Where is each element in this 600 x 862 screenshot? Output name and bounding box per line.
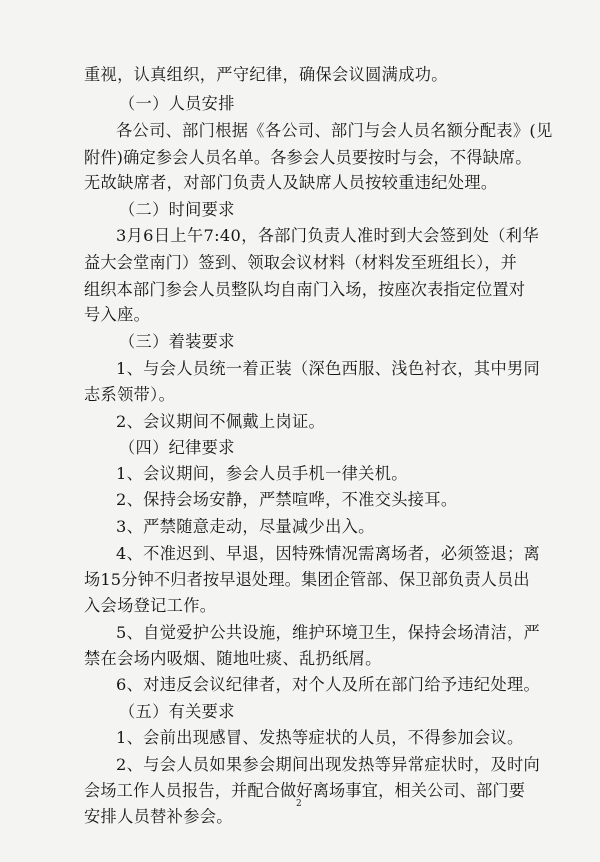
paragraph-line: 附件)确定参会人员名单。各参会人员要按时与会，不得缺席。 [84,148,532,167]
paragraph-line: 禁在会场内吸烟、随地吐痰、乱扔纸屑。 [84,649,382,668]
paragraph-line: 会场工作人员报告，并配合做好离场事宜，相关公司、部门要 [84,781,526,800]
paragraph-line: 重视，认真组织，严守纪律，确保会议圆满成功。 [84,65,448,84]
paragraph-line: 4、不准迟到、早退，因特殊情况需离场者，必须签退；离 [116,544,541,563]
section-heading-discipline: （四）纪律要求 [119,438,235,457]
paragraph-line: 2、会议期间不佩戴上岗证。 [116,412,326,431]
paragraph-line: 6、对违反会议纪律者，对个人及所在部门给予违纪处理。 [116,675,541,694]
paragraph-line: 2、与会人员如果参会期间出现发热等异常症状时，及时向 [116,755,541,774]
paragraph-line: 志系领带）。 [84,385,176,404]
paragraph-line: 组织本部门参会人员整队均自南门入场，按座次表指定位置对 [84,280,526,299]
paragraph-line: 入会场登记工作。 [84,596,217,615]
paragraph-line: 5、自觉爱护公共设施，维护环境卫生，保持会场清洁，严 [116,623,541,642]
paragraph-line: 各公司、部门根据《各公司、部门与会人员名额分配表》(见 [116,121,553,140]
paragraph-line: 3、严禁随意走动，尽量减少出入。 [116,517,375,536]
section-heading-other: （五）有关要求 [119,702,235,721]
paragraph-line: 1、会议期间，参会人员手机一律关机。 [116,464,408,483]
paragraph-line: 3月6日上午7:40，各部门负责人准时到大会签到处（利华 [116,226,539,245]
paragraph-line: 场15分钟不归者按早退处理。集团企管部、保卫部负责人员出 [84,570,530,589]
paragraph-line: 安排人员替补参会。 [84,807,233,826]
paragraph-line: 2、保持会场安静，严禁喧哗，不准交头接耳。 [116,490,458,509]
section-heading-time: （二）时间要求 [119,200,235,219]
section-heading-dress: （三）着装要求 [119,332,235,351]
paragraph-line: 1、会前出现感冒、发热等症状的人员，不得参加会议。 [116,728,524,747]
paragraph-line: 益大会堂南门）签到、领取会议材料（材料发至班组长），并 [84,253,518,272]
page-number: 2 [296,799,302,809]
paragraph-line: 无故缺席者，对部门负责人及缺席人员按较重违纪处理。 [84,173,498,192]
section-heading-personnel: （一）人员安排 [119,94,235,113]
paragraph-line: 1、与会人员统一着正装（深色西服、浅色衬衣，其中男同 [116,359,541,378]
paragraph-line: 号入座。 [84,305,151,324]
